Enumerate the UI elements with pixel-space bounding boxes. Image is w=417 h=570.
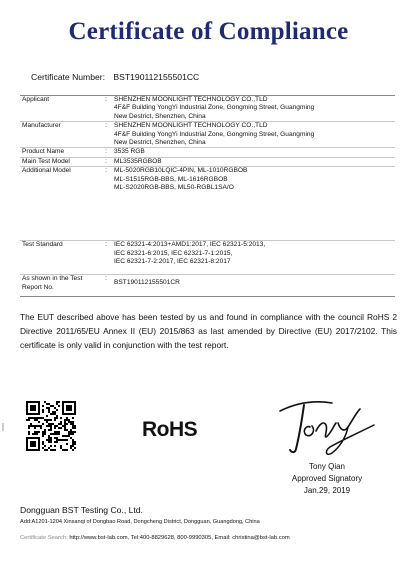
- info-value: [112, 241, 395, 275]
- info-label: Additional Model: [20, 167, 100, 241]
- info-value: ML3535RGBOB: [112, 157, 395, 166]
- info-row-additional-model: [20, 167, 395, 241]
- signatory-role: Approved Signatory: [291, 474, 363, 483]
- info-value: 3535 RGB: [112, 148, 395, 157]
- info-value-line: New Destrict, Shenzhen, China: [114, 112, 206, 120]
- info-colon: :: [100, 122, 112, 148]
- info-value-line: IEC 62321-4:2013+AMD1:2017, IEC 62321-5:2013,: [114, 241, 266, 249]
- certificate-number-label: Certificate Number:: [31, 72, 106, 82]
- info-value-line: SHENZHEN MOONLIGHT TECHNOLOGY CO.,TLD: [114, 96, 268, 103]
- info-row-applicant: [20, 96, 395, 122]
- info-value-line: BST190112155501CR: [114, 279, 180, 287]
- info-label: Main Test Model: [20, 157, 100, 166]
- certificate-number-line: [31, 72, 199, 82]
- info-label: Product Name: [20, 148, 100, 157]
- compliance-statement: The EUT described above has been tested by us and found in compliance with the council RoHS 2 Directive 2011/65/EU Annex II (EU) 2015/863 as last amended by Directive (EU) 2017/2102. This certificate is only valid in conjunction with the test report.: [20, 312, 397, 350]
- info-value: [112, 122, 395, 148]
- info-value: [112, 96, 395, 122]
- info-row-test-standard: [20, 241, 395, 275]
- info-colon: :: [100, 157, 112, 166]
- info-colon: :: [100, 167, 112, 241]
- info-value-line: 4F&F Building YongYi Industrial Zone, Gongming Street, Guangming: [114, 130, 315, 138]
- info-value-line: New Destrict, Shenzhen, China: [114, 139, 206, 147]
- info-value-line: SHENZHEN MOONLIGHT TECHNOLOGY CO.,TLD: [114, 122, 268, 130]
- certificate-search-contacts: http://www.bst-lab.com, Tel:400-8829628, 800-9990305, Email: christina@bst-lab.com: [69, 535, 290, 541]
- info-value-line: IEC 62321-6:2015, IEC 62321-7-1:2015,: [114, 249, 233, 257]
- info-value-line: ML-S2020RGB-BBS, ML50-RGBL1SA/O: [114, 184, 234, 192]
- info-row-test-report-no: [20, 275, 395, 296]
- signature-date: Jan.29, 2019: [303, 486, 351, 495]
- info-colon: :: [105, 275, 107, 283]
- certificate-number-value: BST190112155501CC: [113, 72, 200, 82]
- info-row-main-test-model: [20, 157, 395, 166]
- lab-name: Dongguan BST Testing Co., Ltd.: [20, 505, 143, 515]
- info-value-line: IEC 62321-7-2:2017, IEC 62321-8:2017: [114, 258, 231, 266]
- certificate-search-line: [20, 535, 290, 541]
- signatory-name: Tony Qian: [308, 462, 346, 471]
- info-row-product-name: [20, 148, 395, 157]
- info-label: Manufacturer: [20, 122, 100, 148]
- info-label: Test Standard: [20, 241, 100, 275]
- info-label: Applicant: [20, 96, 100, 122]
- info-row-manufacturer: [20, 122, 395, 148]
- info-value-line: 4F&F Building YongYi Industrial Zone, Gongming Street, Guangming: [114, 104, 315, 112]
- qr-code-icon: [26, 401, 76, 451]
- info-value-line: ML-S1515RGB-BBS, ML-1616RGBOB: [114, 175, 228, 183]
- info-colon: :: [100, 148, 112, 157]
- info-colon: :: [100, 96, 112, 122]
- info-colon: :: [100, 241, 112, 275]
- certificate-search-label: Certificate Search:: [20, 535, 68, 541]
- certificate-title: Certificate of Compliance: [68, 18, 349, 45]
- lab-address: Add:A1201-1204 Xinsanqi of Dongbao Road, Dongcheng District, Dongguan, Guangdong, China: [20, 519, 260, 525]
- signatory-block: [272, 461, 382, 497]
- info-label: As shown in the Test Report No.: [22, 275, 83, 291]
- rohs-mark: RoHS: [142, 418, 198, 441]
- info-value-line: ML-5020RGB10LQIC-4PIN, ML-1010RGBOB: [114, 167, 248, 175]
- info-value: [112, 167, 395, 241]
- signature-icon: [274, 395, 384, 457]
- info-value: [112, 275, 395, 296]
- certificate-info-table: [20, 95, 395, 297]
- margin-mark: [2, 423, 4, 431]
